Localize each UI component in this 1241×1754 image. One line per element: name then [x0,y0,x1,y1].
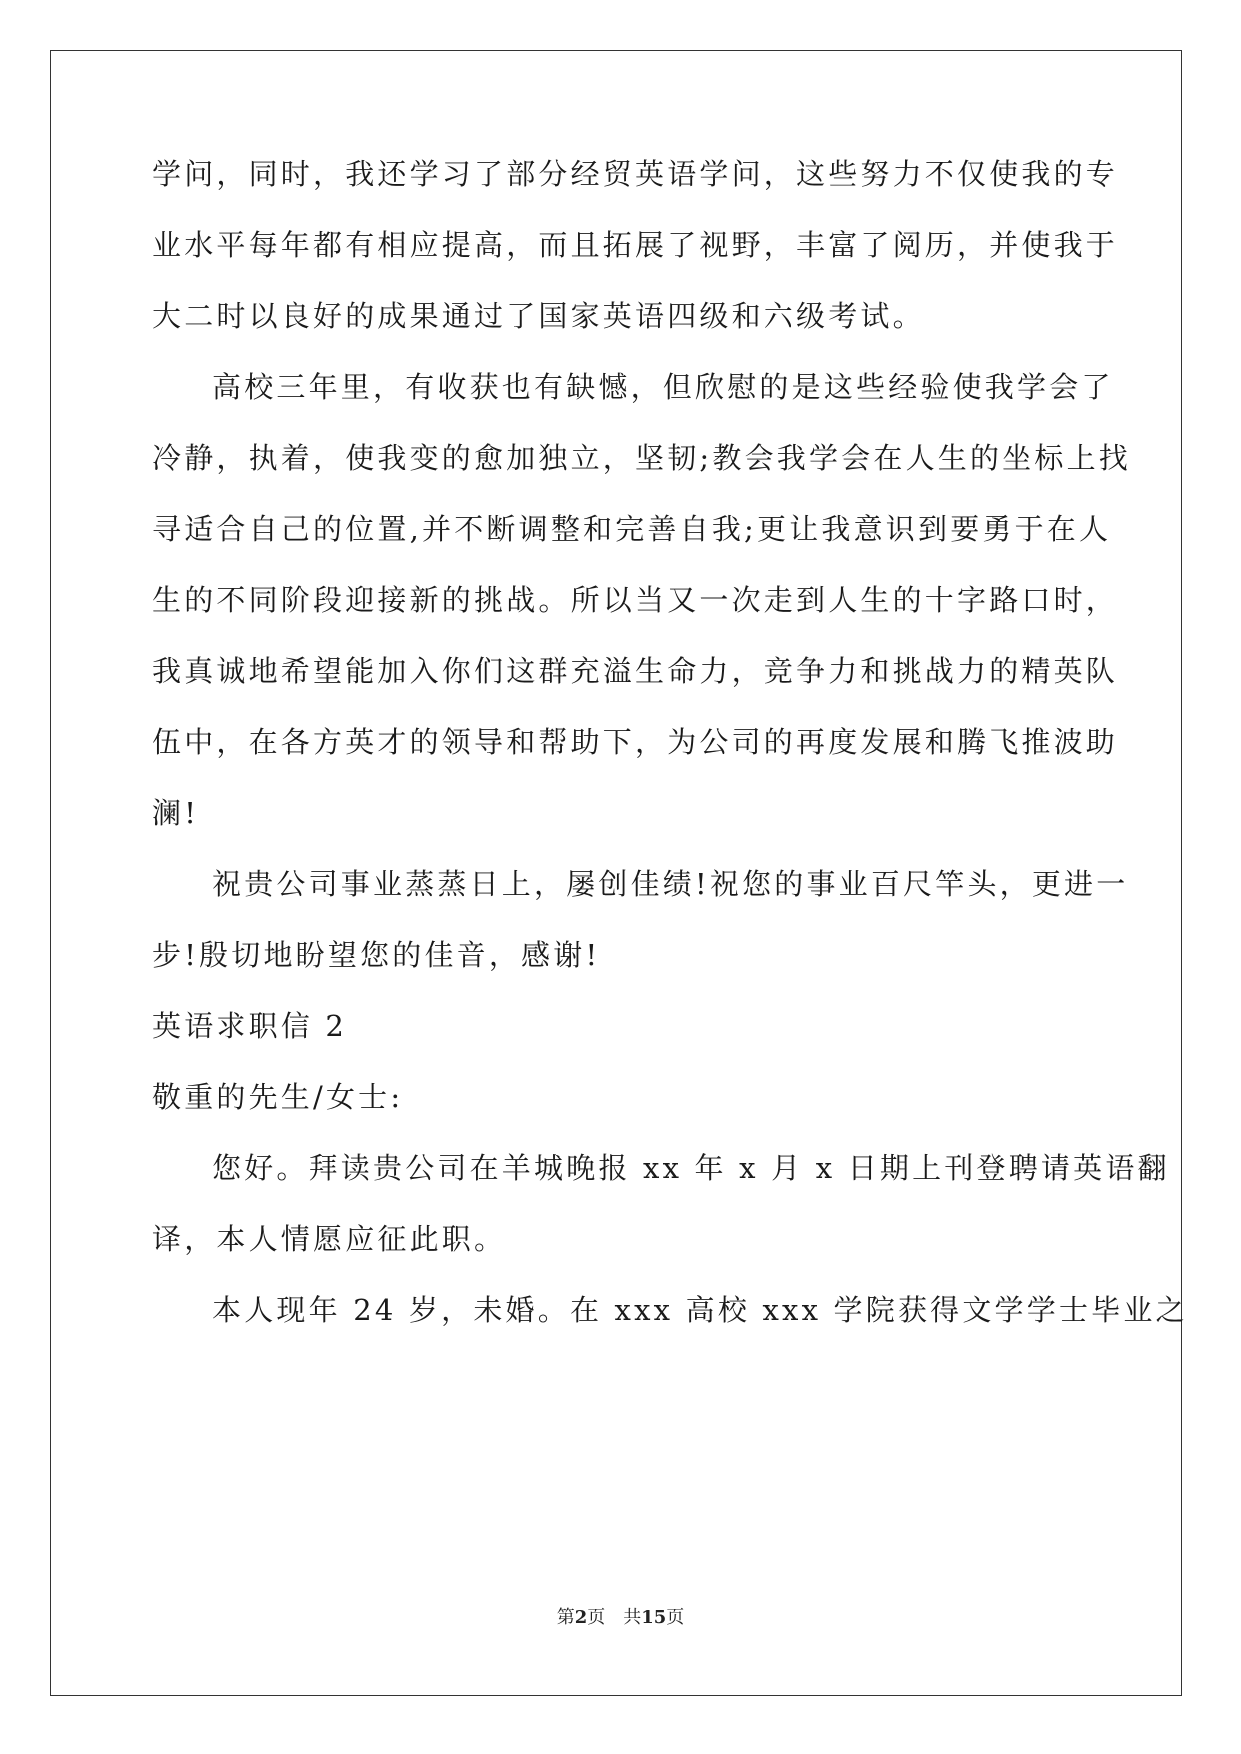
text-line: 生的不同阶段迎接新的挑战。所以当又一次走到人生的十字路口时， [152,583,1119,617]
text-line: 伍中，在各方英才的领导和帮助下，为公司的再度发展和腾飞推波助 [152,725,1119,759]
text-line: 大二时以良好的成果通过了国家英语四级和六级考试。 [152,299,925,333]
paragraph-start-line: 您好。拜读贵公司在羊城晚报 xx 年 x 月 x 日期上刊登聘请英语翻 [212,1151,1170,1185]
text-line: 学问，同时，我还学习了部分经贸英语学问，这些努力不仅使我的专 [152,157,1119,191]
paragraph-start-line: 本人现年 24 岁，未婚。在 xxx 高校 xxx 学院获得文学学士毕业之 [212,1293,1188,1327]
page-suffix: 页 [587,1607,606,1628]
page-footer [0,1606,1241,1630]
paragraph-start-line: 高校三年里，有收获也有缺憾，但欣慰的是这些经验使我学会了 [212,370,1114,404]
current-page-number: 2 [574,1607,588,1628]
text-line: 译，本人情愿应征此职。 [152,1222,507,1256]
total-prefix: 共 [623,1607,642,1628]
paragraph-start-line: 祝贵公司事业蒸蒸日上，屡创佳绩!祝您的事业百尺竿头，更进一 [212,867,1129,901]
salutation: 敬重的先生/女士: [152,1080,404,1114]
text-line: 澜! [152,796,200,830]
text-line: 寻适合自己的位置,并不断调整和完善自我;更让我意识到要勇于在人 [152,512,1112,546]
page-prefix: 第 [556,1607,575,1628]
section-heading: 英语求职信 2 [152,1009,348,1043]
text-line: 业水平每年都有相应提高，而且拓展了视野，丰富了阅历，并使我于 [152,228,1119,262]
text-line: 冷静，执着，使我变的愈加独立，坚韧;教会我学会在人生的坐标上找 [152,441,1131,475]
text-line: 步!殷切地盼望您的佳音，感谢! [152,938,601,972]
total-suffix: 页 [666,1607,685,1628]
total-page-count: 15 [641,1607,667,1628]
text-line: 我真诚地希望能加入你们这群充溢生命力，竞争力和挑战力的精英队 [152,654,1119,688]
